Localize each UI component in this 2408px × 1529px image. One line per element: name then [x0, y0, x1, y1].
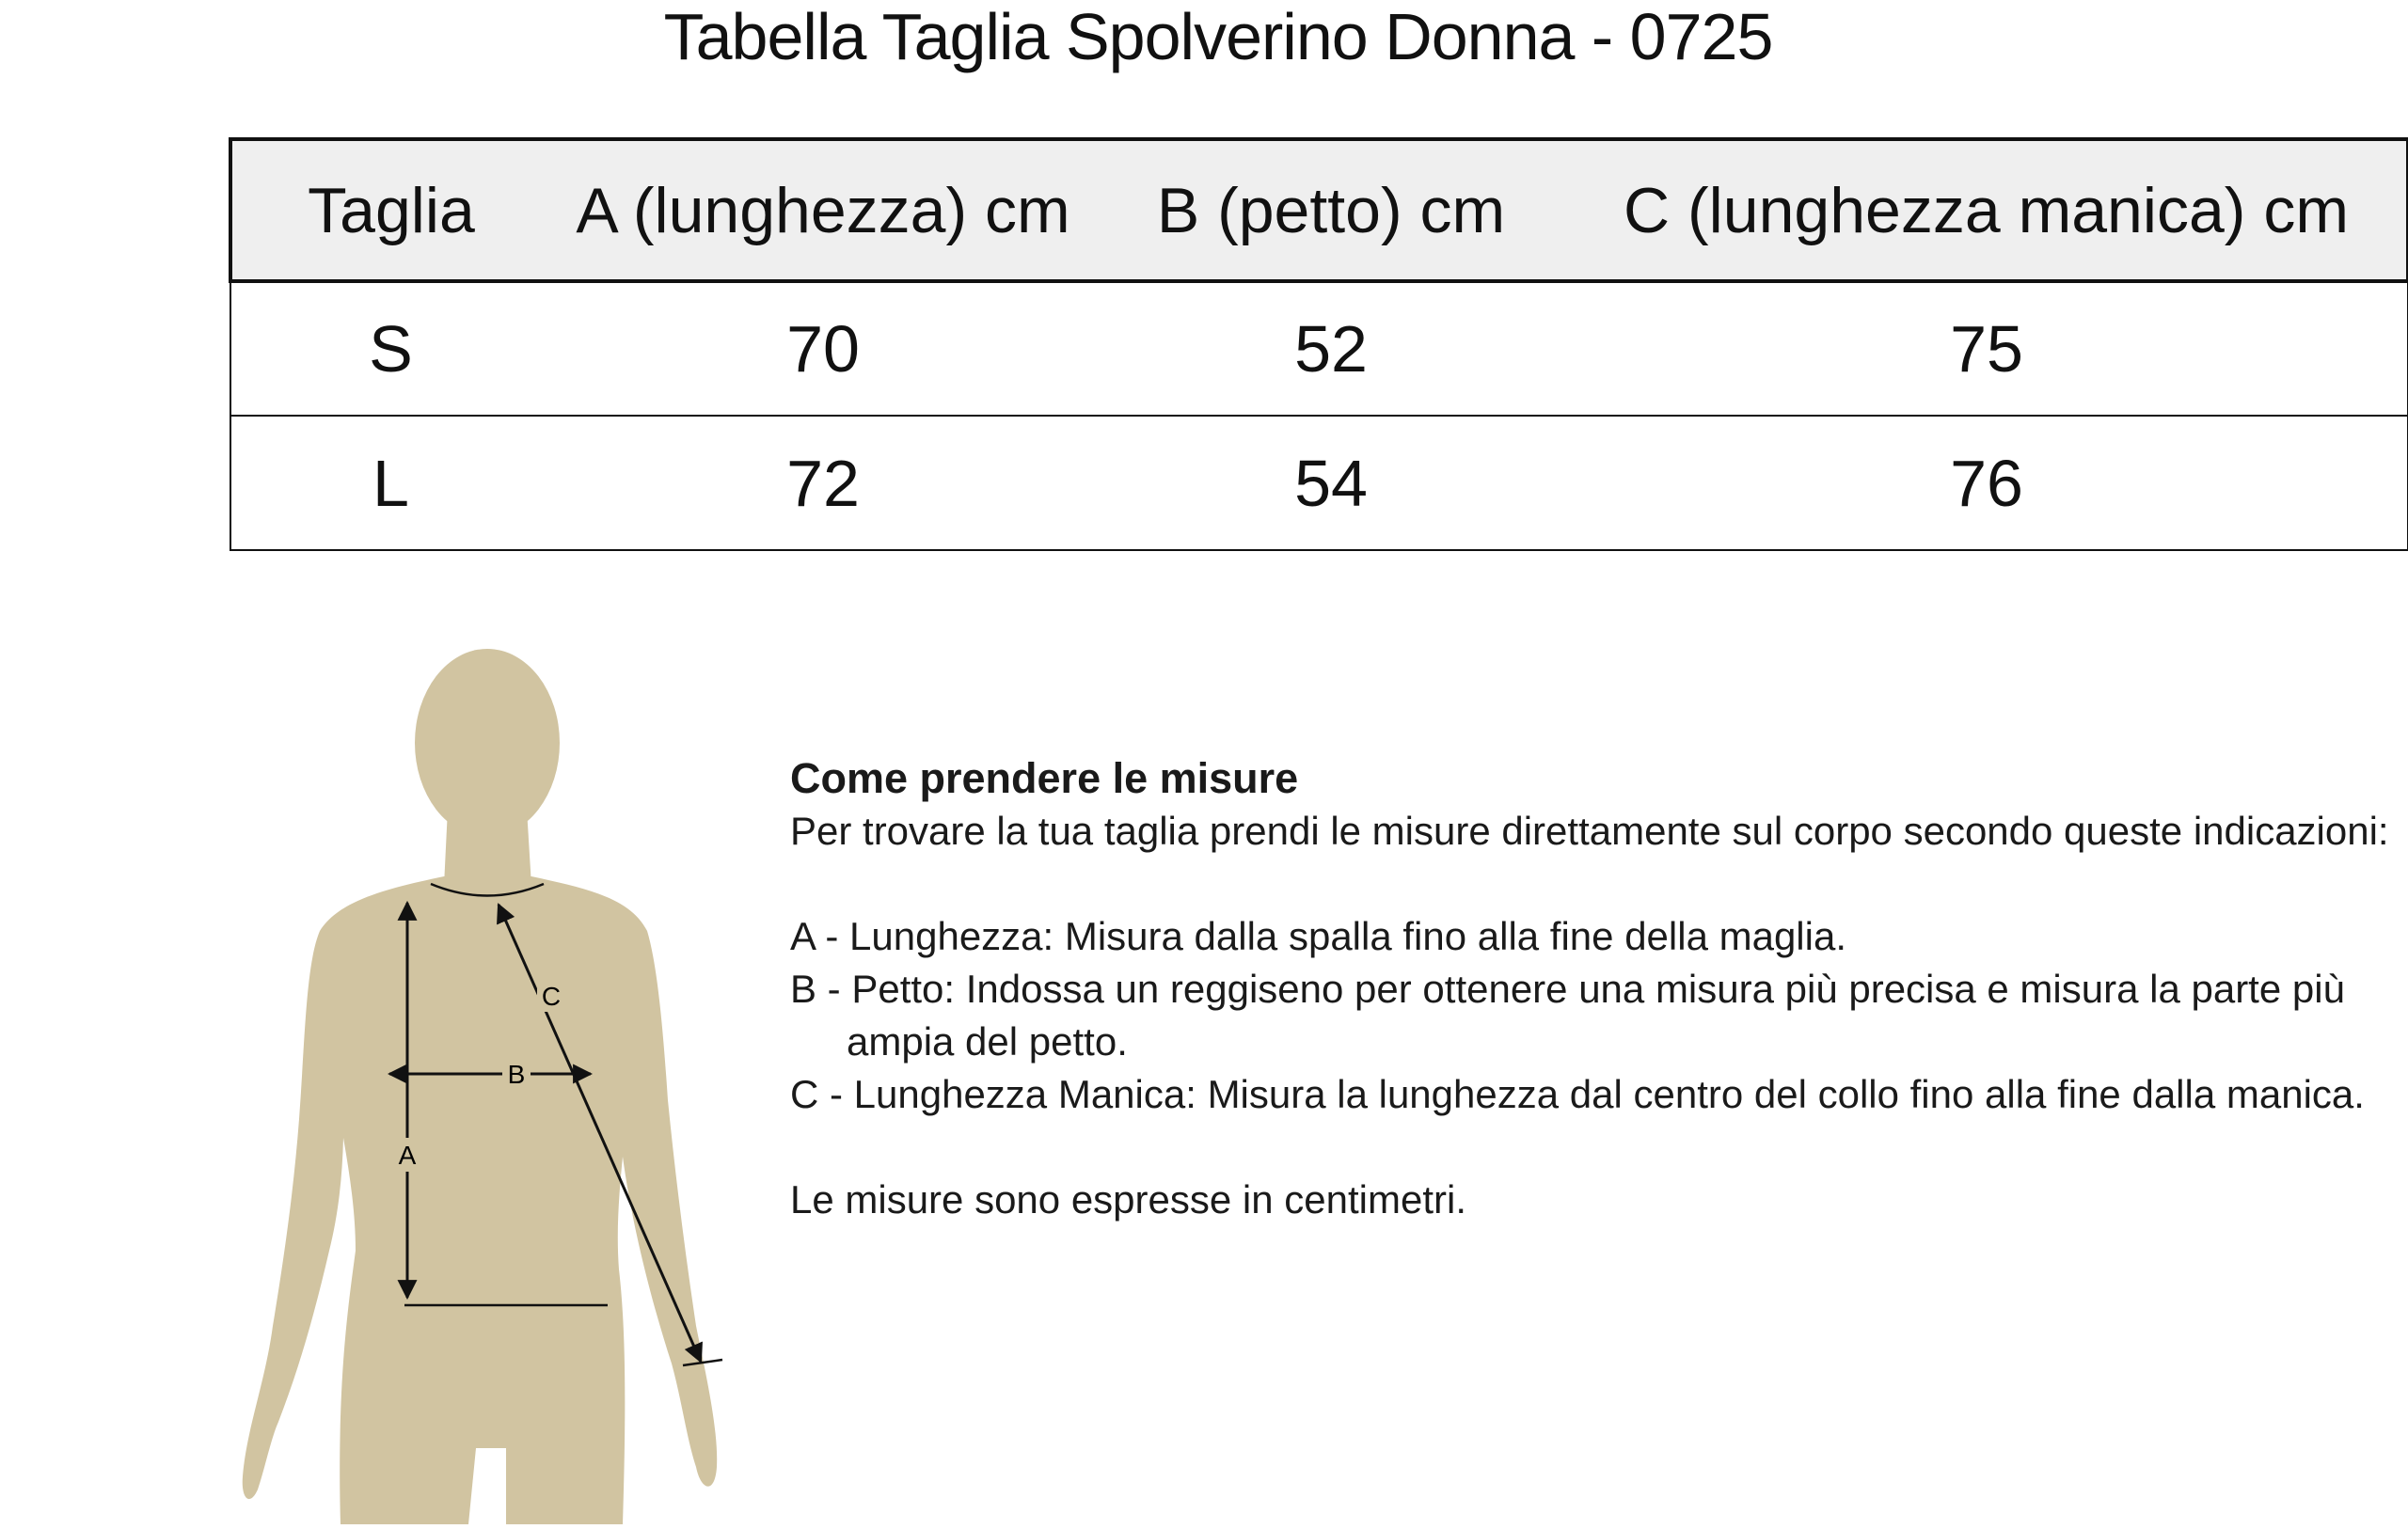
body-silhouette-illustration [226, 649, 752, 1524]
instruction-item-b: B - Petto: Indossa un reggiseno per ottenere una misura più precisa e misura la parte più ampia del petto. [790, 967, 2345, 1064]
cell-sleeve: 76 [1566, 416, 2408, 550]
label-b: B [507, 1060, 526, 1089]
body-silhouette [243, 649, 717, 1524]
cell-size: L [230, 416, 550, 550]
header-chest: B (petto) cm [1096, 139, 1566, 281]
table-row [230, 281, 2408, 416]
instruction-item-a: A - Lunghezza: Misura dalla spalla fino alla fine della maglia. [790, 914, 1846, 958]
cell-length: 70 [550, 281, 1096, 416]
header-length: A (lunghezza) cm [550, 139, 1096, 281]
measurement-instructions [790, 752, 2399, 1226]
cell-chest: 52 [1096, 281, 1566, 416]
instructions-heading: Come prendere le misure [790, 754, 1299, 802]
cell-chest: 54 [1096, 416, 1566, 550]
label-a: A [398, 1141, 417, 1170]
body-measurement-figure [226, 649, 752, 1524]
table-header-row [230, 139, 2408, 281]
header-size: Taglia [230, 139, 550, 281]
page-title: Tabella Taglia Spolverino Donna - 0725 [663, 0, 1773, 73]
cell-length: 72 [550, 416, 1096, 550]
instructions-note: Le misure sono espresse in centimetri. [790, 1177, 1466, 1222]
instruction-item-c: C - Lunghezza Manica: Misura la lunghezza dal centro del collo fino alla fine dalla manica. [790, 1072, 2365, 1116]
cell-sleeve: 75 [1566, 281, 2408, 416]
label-c: C [541, 982, 562, 1011]
instructions-intro: Per trovare la tua taglia prendi le misure direttamente sul corpo secondo queste indicazioni: [790, 809, 2389, 853]
size-table [229, 137, 2408, 551]
table-row [230, 416, 2408, 550]
cell-size: S [230, 281, 550, 416]
header-sleeve: C (lunghezza manica) cm [1566, 139, 2408, 281]
